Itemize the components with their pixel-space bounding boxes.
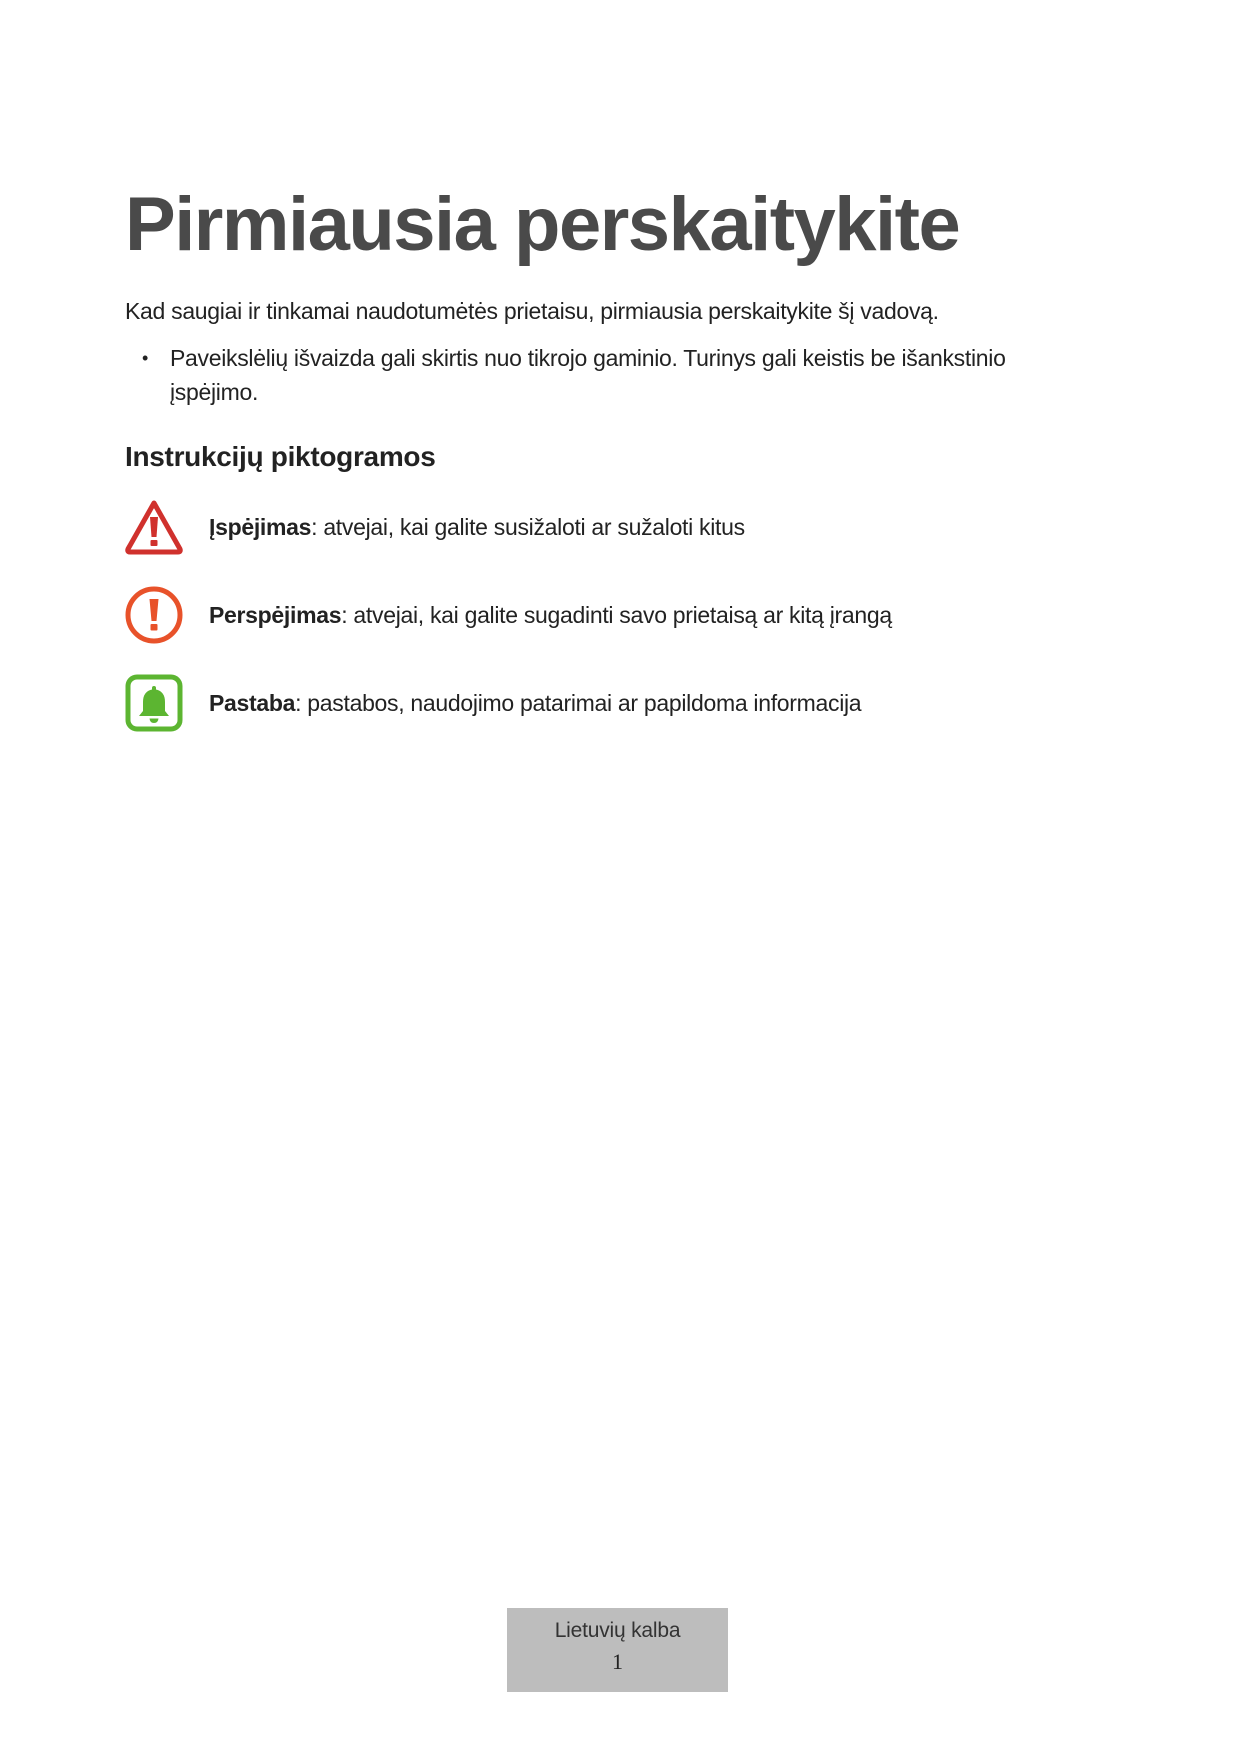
warning-text: : atvejai, kai galite susižaloti ar sužaloti kitus	[311, 513, 745, 540]
note-text: : pastabos, naudojimo patarimai ar papildoma informacija	[295, 689, 862, 716]
warning-description	[209, 514, 745, 541]
warning-triangle-icon	[124, 497, 184, 557]
caution-description	[209, 602, 892, 629]
icon-legend-row-warning	[124, 497, 745, 557]
caution-text: : atvejai, kai galite sugadinti savo prietaisą ar kitą įrangą	[341, 601, 892, 628]
page-title: Pirmiausia perskaitykite	[125, 182, 960, 267]
page-footer	[507, 1608, 728, 1692]
caution-exclamation-icon	[124, 585, 184, 645]
bullet-marker: •	[142, 348, 149, 368]
icon-legend-row-note	[124, 673, 861, 733]
icon-legend-row-caution	[124, 585, 892, 645]
section-heading: Instrukcijų piktogramos	[125, 441, 436, 472]
footer-language: Lietuvių kalba	[554, 1619, 681, 1642]
intro-paragraph: Kad saugiai ir tinkamai naudotumėtės prietaisu, pirmiausia perskaitykite šį vadovą.	[125, 298, 939, 324]
note-term: Pastaba	[209, 689, 296, 716]
caution-term: Perspėjimas	[209, 601, 342, 628]
note-bell-icon	[124, 673, 184, 733]
bullet-text: Paveikslėlių išvaizda gali skirtis nuo tikrojo gaminio. Turinys gali keistis be išankstinio įspėjimo.	[170, 345, 1006, 405]
note-description	[209, 690, 861, 717]
bullet-list-item	[142, 341, 1042, 409]
page-number: 1	[612, 1649, 623, 1674]
warning-term: Įspėjimas	[209, 513, 312, 540]
